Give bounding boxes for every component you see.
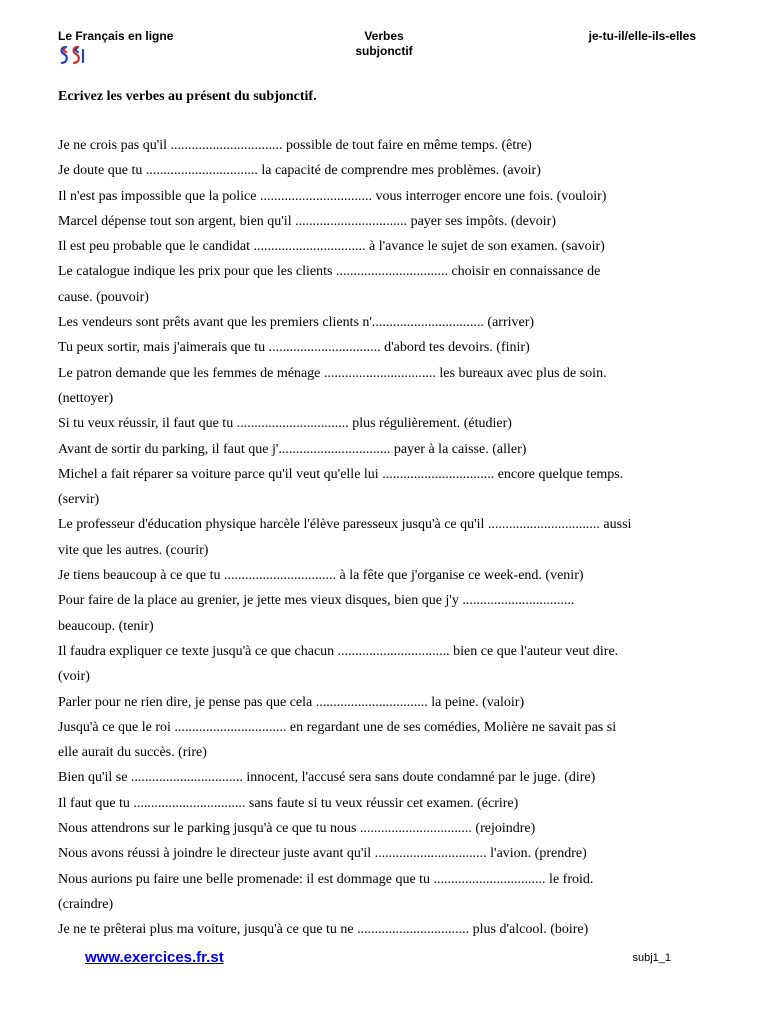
exercise-line: (voir) bbox=[58, 669, 90, 685]
exercise-line: Tu peux sortir, mais j'aimerais que tu ................................ d'abord tes devoirs. (finir) bbox=[58, 340, 530, 356]
page-code: subj1_1 bbox=[632, 952, 671, 964]
exercise-line: Le catalogue indique les prix pour que les clients ................................ choisir en connaissance de bbox=[58, 264, 601, 280]
exercise-line: (servir) bbox=[58, 492, 100, 508]
exercise-line: cause. (pouvoir) bbox=[58, 289, 149, 305]
exercise-line: elle aurait du succès. (rire) bbox=[58, 745, 207, 761]
exercise-line: Si tu veux réussir, il faut que tu ................................ plus régulièrement. (étudier) bbox=[58, 416, 512, 432]
header-topic bbox=[300, 29, 468, 59]
exercise-line: Il est peu probable que le candidat ................................ à l'avance le sujet de son examen. (savoir) bbox=[58, 239, 605, 255]
exercise-list bbox=[58, 133, 708, 943]
header-topic-line1: Verbes bbox=[364, 29, 404, 43]
exercise-line: Nous aurions pu faire une belle promenade: il est dommage que tu ................................ le froid. bbox=[58, 871, 594, 887]
exercise-line: Les vendeurs sont prêts avant que les premiers clients n'................................ (arriver) bbox=[58, 315, 535, 331]
exercise-line: Jusqu'à ce que le roi ................................ en regardant une de ses comédies, Molière ne savait pas si bbox=[58, 719, 617, 735]
french-language-logo-icon bbox=[57, 44, 87, 66]
exercise-line: Parler pour ne rien dire, je pense pas que cela ................................ la peine. (valoir) bbox=[58, 694, 525, 710]
exercise-line: Il faut que tu ................................ sans faute si tu veux réussir cet examen. (écrire) bbox=[58, 795, 519, 811]
exercise-line: Bien qu'il se ................................ innocent, l'accusé sera sans doute condamné par le juge. (dire) bbox=[58, 770, 596, 786]
header-persons: je-tu-il/elle-ils-elles bbox=[588, 29, 696, 43]
exercise-line: Je doute que tu ................................ la capacité de comprendre mes problèmes. (avoir) bbox=[58, 163, 541, 179]
exercise-instruction: Ecrivez les verbes au présent du subjonctif. bbox=[58, 89, 317, 104]
exercise-line: Pour faire de la place au grenier, je jette mes vieux disques, bien que j'y ................................ bbox=[58, 593, 575, 609]
website-link[interactable]: www.exercices.fr.st bbox=[85, 949, 224, 966]
exercise-line: Nous attendrons sur le parking jusqu'à ce que tu nous ................................ (rejoindre) bbox=[58, 821, 536, 837]
exercise-line: Le patron demande que les femmes de ménage ................................ les bureaux avec plus de soin. bbox=[58, 365, 607, 381]
exercise-line: vite que les autres. (courir) bbox=[58, 542, 209, 558]
exercise-line: beaucoup. (tenir) bbox=[58, 618, 154, 634]
exercise-line: Je ne crois pas qu'il ................................ possible de tout faire en même temps. (être) bbox=[58, 138, 532, 153]
exercise-line: Il faudra expliquer ce texte jusqu'à ce que chacun ................................ bien ce que l'auteur veut dire. bbox=[58, 643, 619, 659]
exercise-line: Michel a fait réparer sa voiture parce qu'il veut qu'elle lui ................................ encore quelque temps. bbox=[58, 466, 624, 482]
exercise-line: Le professeur d'éducation physique harcèle l'élève paresseux jusqu'à ce qu'il ................................ aussi bbox=[58, 517, 632, 533]
header-topic-line2: subjonctif bbox=[355, 44, 413, 58]
exercise-line: Avant de sortir du parking, il faut que j'................................ payer à la caisse. (aller) bbox=[58, 441, 527, 457]
exercise-line: Il n'est pas impossible que la police ................................ vous interroger encore une fois. (vouloir) bbox=[58, 188, 607, 204]
exercise-line: Marcel dépense tout son argent, bien qu'il ................................ payer ses impôts. (devoir) bbox=[58, 213, 556, 229]
header-site-name: Le Français en ligne bbox=[58, 29, 174, 43]
exercise-line: Nous avons réussi à joindre le directeur juste avant qu'il ................................ l'avion. (prendre) bbox=[58, 846, 587, 862]
exercise-line: Je ne te prêterai plus ma voiture, jusqu'à ce que tu ne ................................ plus d'alcool. (boire) bbox=[58, 922, 589, 938]
exercise-line: Je tiens beaucoup à ce que tu ................................ à la fête que j'organise ce week-end. (venir) bbox=[58, 568, 584, 584]
exercise-line: (nettoyer) bbox=[58, 390, 114, 406]
exercise-line: (craindre) bbox=[58, 896, 114, 912]
